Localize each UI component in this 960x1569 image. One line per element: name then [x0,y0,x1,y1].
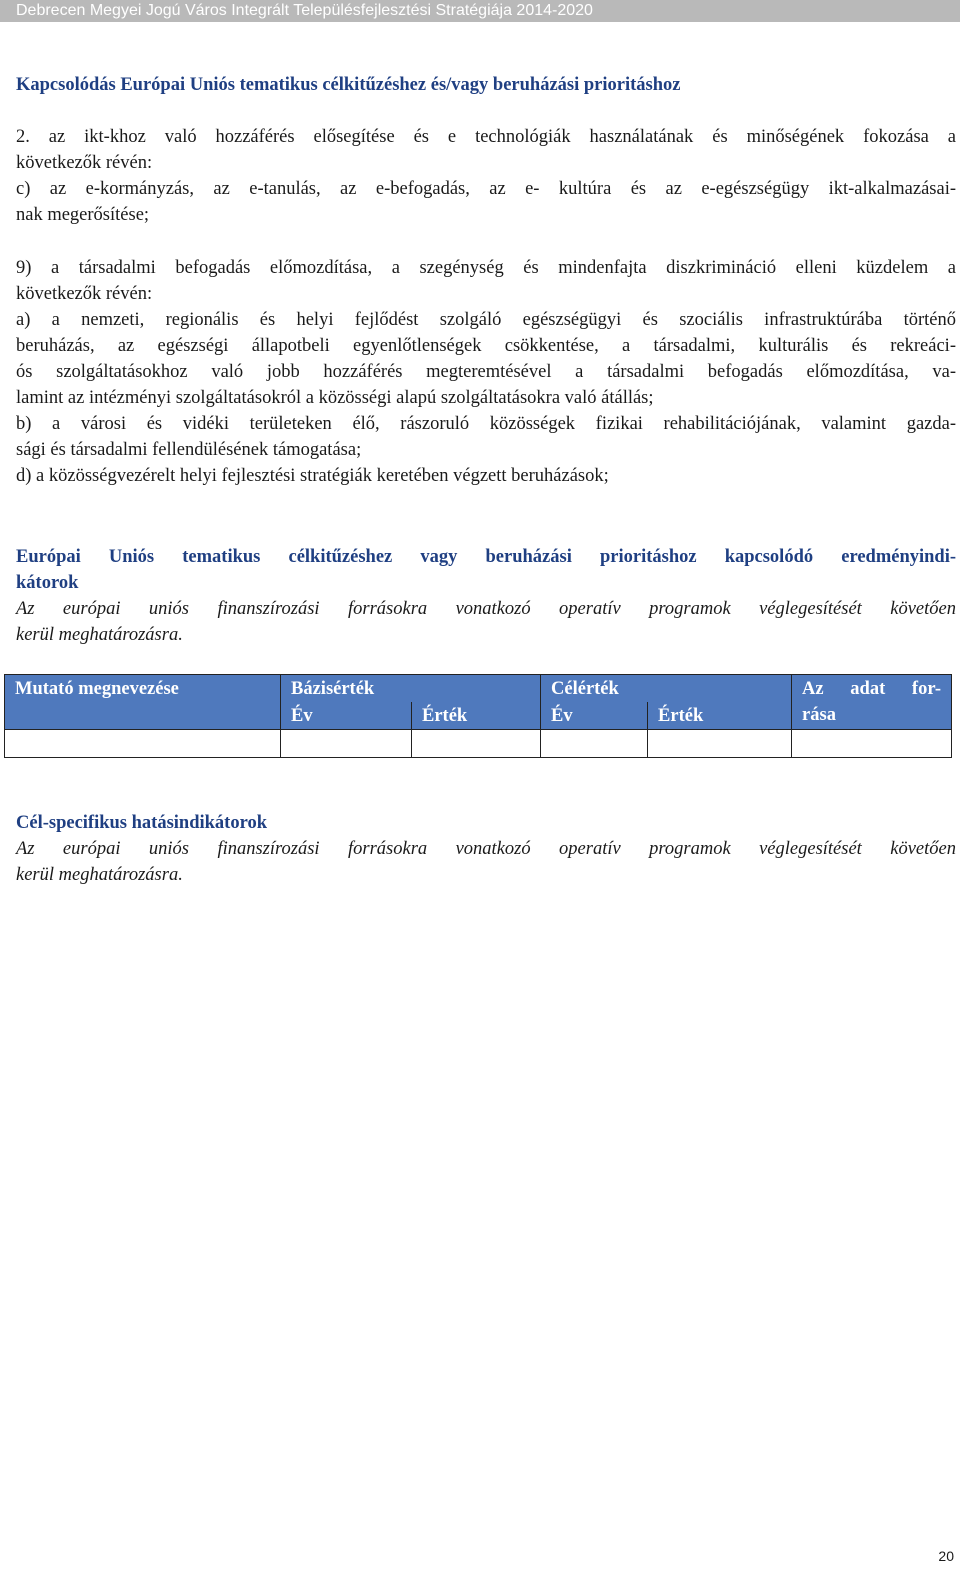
paragraph-line: lamint az intézményi szolgáltatásokról a közösségi alapú szolgáltatásokra való átállás; [16,388,654,408]
col-base-value-sub: Érték [412,702,541,730]
heading-line: kátorok [16,573,79,593]
col-indicator-name: Mutató megnevezése [5,675,281,730]
table-cell [412,730,541,758]
page-header-title: Debrecen Megyei Jogú Város Integrált Településfejlesztési Stratégiája 2014-2020 [16,2,593,19]
table-cell [792,730,952,758]
paragraph-line: 9) a társadalmi befogadás előmozdítása, a szegénység és mindenfajta diszkrimináció elleni küzdelem a [16,258,956,278]
col-base-year: Év [281,702,412,730]
col-data-source-line: Az adat for- [802,679,942,699]
note-line: Az európai uniós finanszírozási forrásokra vonatkozó operatív programok véglegesítését követően [16,839,956,859]
heading-line: Európai Uniós tematikus célkitűzéshez vagy beruházási prioritáshoz kapcsolódó eredményindi- [16,547,956,567]
indicator-table [4,674,952,758]
paragraph-line: a) a nemzeti, regionális és helyi fejlődést szolgáló egészségügyi és szociális infrastruktúrába történő [16,310,956,330]
table-cell [648,730,792,758]
note-hatasindikatorok [16,836,956,888]
note-line: kerül meghatározásra. [16,865,183,885]
paragraph-line: 2. az ikt-khoz való hozzáférés elősegítése és e technológiák használatának és minőségének fokozása a [16,127,956,147]
col-target-value: Célérték [541,675,792,703]
paragraph-ikt [16,124,956,228]
note-line: Az európai uniós finanszírozási forrásokra vonatkozó operatív programok véglegesítését követően [16,599,956,619]
col-data-source [792,675,952,730]
paragraph-line: ós szolgáltatásokhoz való jobb hozzáférés megteremtésével a társadalmi befogadás előmozdítása, va- [16,362,956,382]
note-line: kerül meghatározásra. [16,625,183,645]
section-heading-kapcsolodas: Kapcsolódás Európai Uniós tematikus célkitűzéshez és/vagy beruházási prioritáshoz [16,75,681,95]
col-data-source-line: rása [802,705,836,725]
section-heading-eredmenyindikatorok [16,544,956,596]
paragraph-tarsadalmi-befogadas [16,255,956,489]
paragraph-line: nak megerősítése; [16,205,150,225]
table-cell [541,730,648,758]
col-target-value-sub: Érték [648,702,792,730]
table-cell [281,730,412,758]
paragraph-line: b) a városi és vidéki területeken élő, rászoruló közösségek fizikai rehabilitációjának, valamint gazda- [16,414,956,434]
paragraph-line: beruházás, az egészségi állapotbeli egyenlőtlenségek csökkentése, a társadalmi, kulturális és rekreáci- [16,336,956,356]
paragraph-line: sági és társadalmi fellendülésének támogatása; [16,440,362,460]
note-eredmenyindikatorok [16,596,956,648]
paragraph-line: c) az e-kormányzás, az e-tanulás, az e-befogadás, az e- kultúra és az e-egészségügy ikt-alkalmazásai- [16,179,956,199]
page-number: 20 [938,1548,954,1564]
table-cell [5,730,281,758]
paragraph-line: következők révén: [16,153,153,173]
section-heading-hatasindikatorok: Cél-specifikus hatásindikátorok [16,813,267,833]
paragraph-line: következők révén: [16,284,153,304]
col-base-value: Bázisérték [281,675,541,703]
paragraph-line: d) a közösségvezérelt helyi fejlesztési stratégiák keretében végzett beruházások; [16,466,609,486]
table-row [5,730,952,758]
col-target-year: Év [541,702,648,730]
table-header-row [5,675,952,703]
